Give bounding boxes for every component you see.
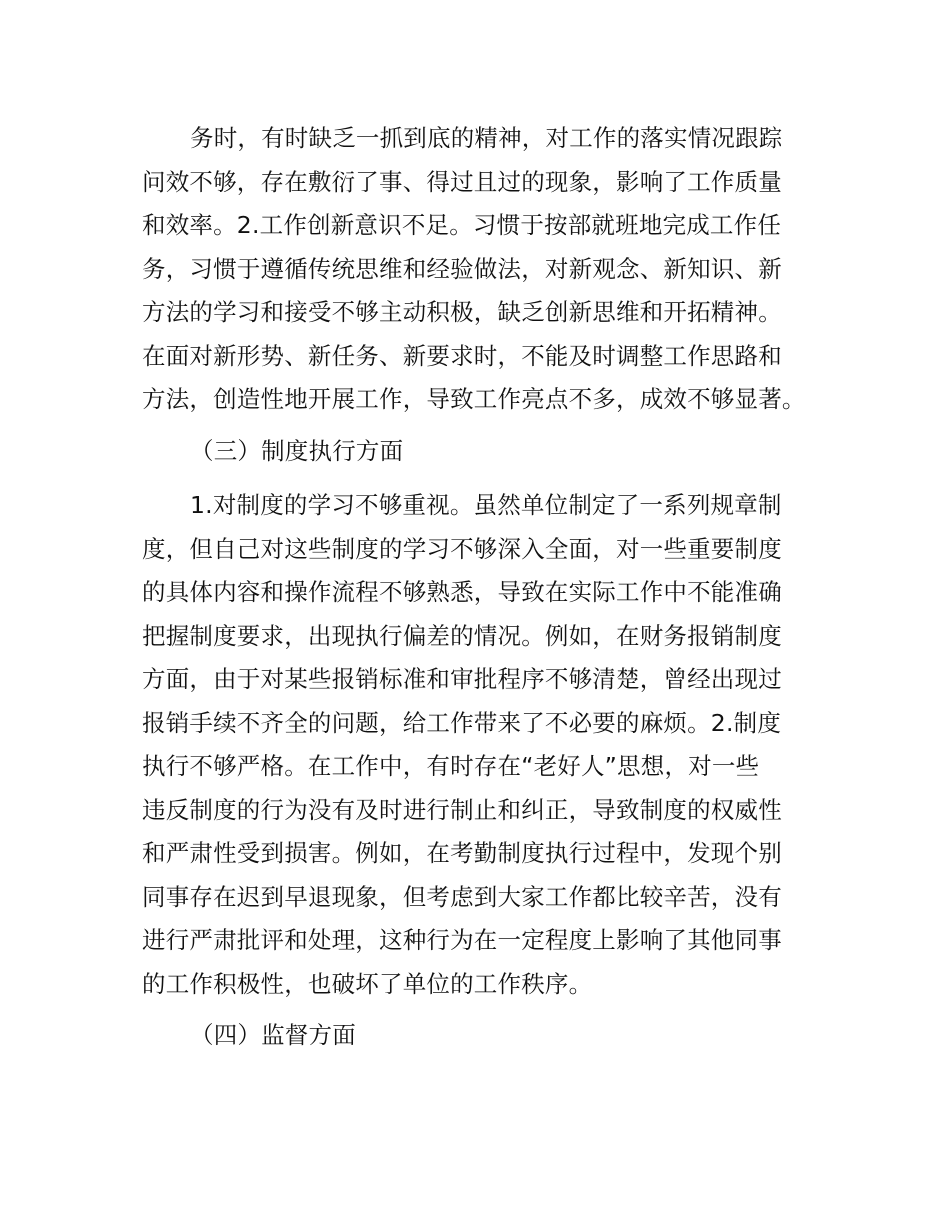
text-line: 和严肃性受到损害。例如，在考勤制度执行过程中，发现个别 [142, 839, 782, 867]
text-line: 方法，创造性地开展工作，导致工作亮点不多，成效不够显著。 [142, 385, 806, 413]
text-line: 务时，有时缺乏一抓到底的精神，对工作的落实情况跟踪 [190, 124, 783, 152]
text-line: 的具体内容和操作流程不够熟悉，导致在实际工作中不能准确 [142, 578, 782, 606]
paragraph-continuation [142, 117, 822, 422]
section-heading-3 [142, 430, 822, 474]
text-line: 务，习惯于遵循传统思维和经验做法，对新观念、新知识、新 [142, 254, 782, 283]
text-line: 报销手续不齐全的问题，给工作带来了不必要的麻烦。2.制度 [142, 708, 782, 737]
paragraph-institution-execution [142, 484, 822, 1006]
text-line: 进行严肃批评和处理，这种行为在一定程度上影响了其他同事 [142, 926, 782, 954]
text-line: 1.对制度的学习不够重视。虽然单位制定了一系列规章制 [190, 491, 782, 519]
section-heading-text: （四）监督方面 [190, 1021, 356, 1049]
text-line: 执行不够严格。在工作中，有时存在“老好人”思想，对一些 [142, 752, 760, 780]
text-line: 同事存在迟到早退现象，但考虑到大家工作都比较辛苦，没有 [142, 882, 782, 911]
text-line: 方法的学习和接受不够主动积极，缺乏创新思维和开拓精神。 [142, 298, 782, 326]
text-line: 问效不够，存在敷衍了事、得过且过的现象，影响了工作质量 [142, 167, 782, 196]
text-line: 违反制度的行为没有及时进行制止和纠正，导致制度的权威性 [142, 795, 782, 824]
section-heading-4 [142, 1014, 822, 1058]
text-line: 和效率。2.工作创新意识不足。习惯于按部就班地完成工作任 [142, 211, 782, 239]
text-line: 的工作积极性，也破坏了单位的工作秩序。 [142, 969, 593, 998]
section-heading-text: （三）制度执行方面 [190, 437, 404, 465]
text-line: 方面，由于对某些报销标准和审批程序不够清楚，曾经出现过 [142, 665, 782, 693]
text-line: 把握制度要求，出现执行偏差的情况。例如，在财务报销制度 [142, 621, 782, 650]
text-line: 在面对新形势、新任务、新要求时，不能及时调整工作思路和 [142, 341, 782, 370]
text-line: 度，但自己对这些制度的学习不够深入全面，对一些重要制度 [142, 534, 782, 563]
